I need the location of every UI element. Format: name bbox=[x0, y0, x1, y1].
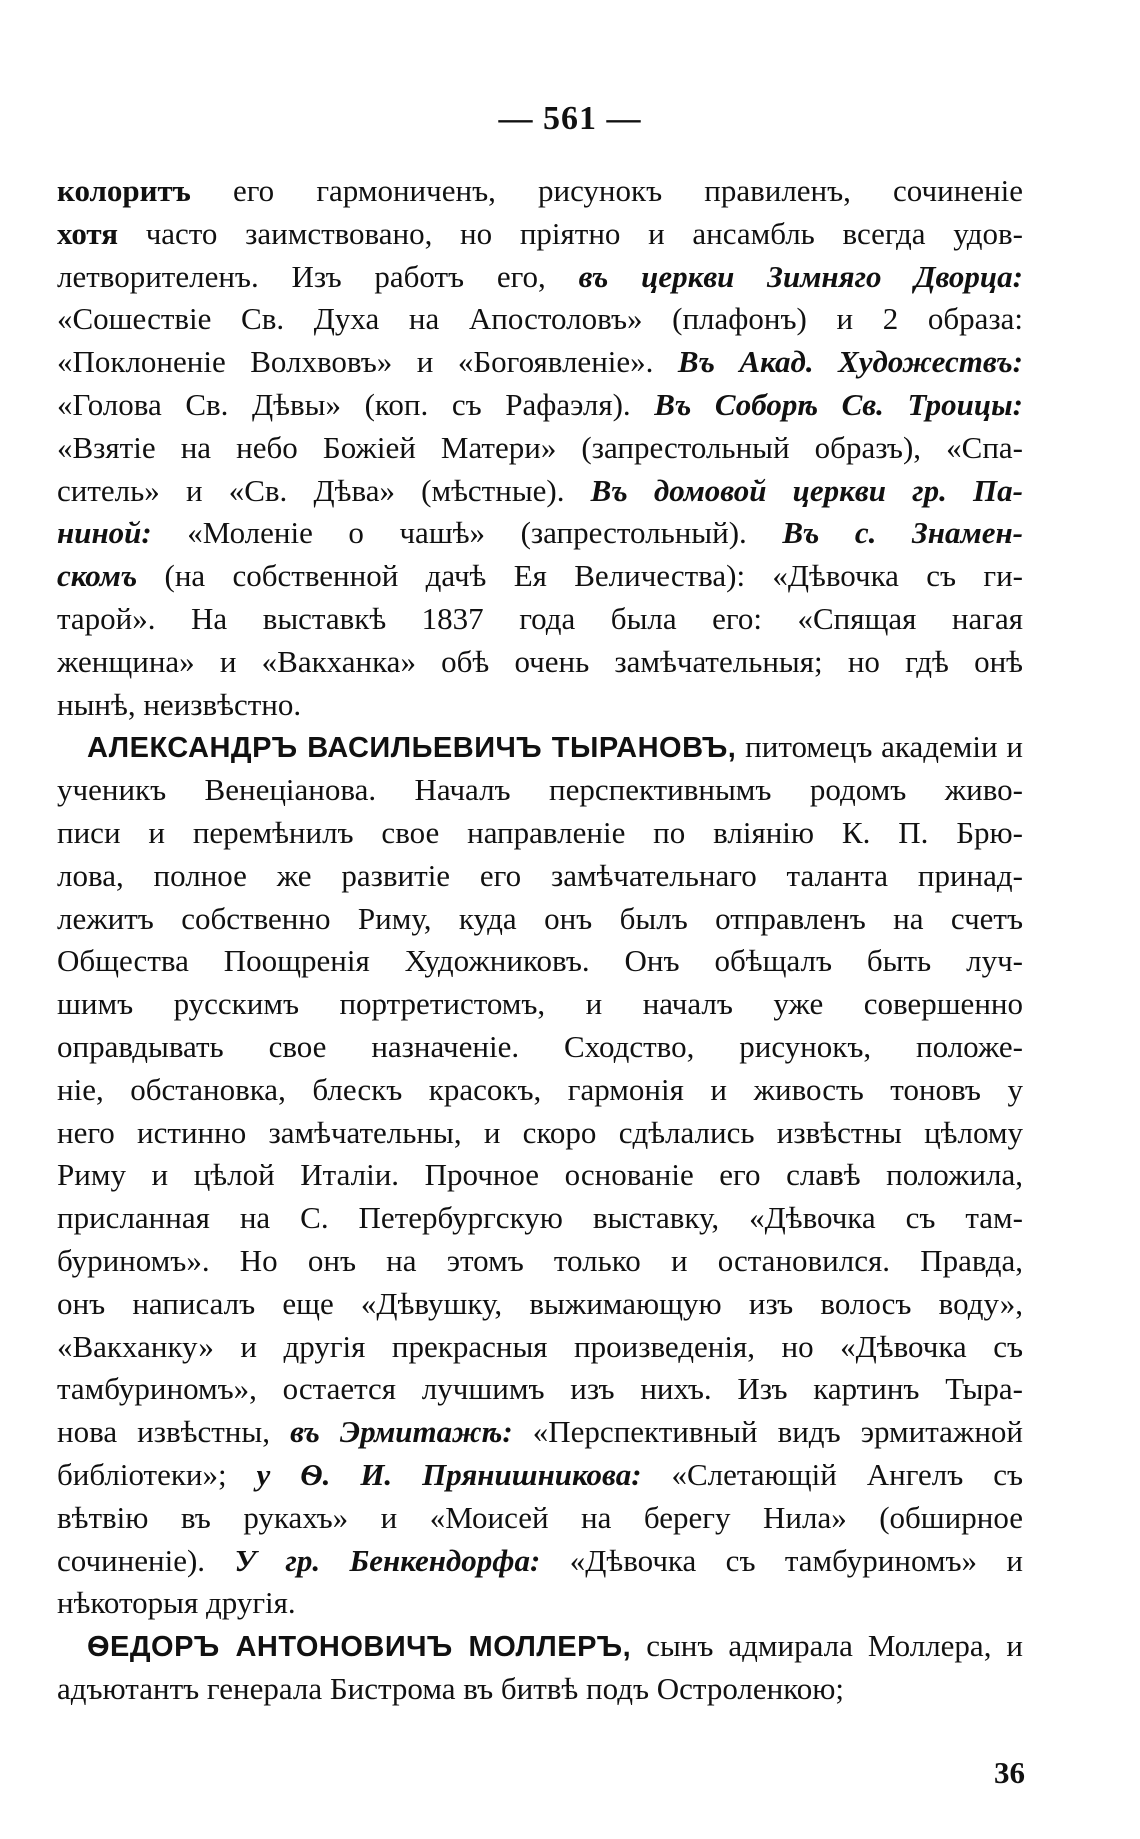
text-run: «Перспективный видъ эрмитажной bbox=[512, 1414, 1023, 1450]
text-run: «Голова Св. Дѣвы» (коп. съ Рафаэля). bbox=[57, 386, 655, 422]
text-run: его гармониченъ, рисунокъ правиленъ, сочиненіе bbox=[190, 173, 1023, 208]
text-line bbox=[57, 1326, 1023, 1369]
text-line bbox=[57, 1454, 1023, 1497]
text-line bbox=[57, 1497, 1023, 1540]
text-line bbox=[57, 1368, 1023, 1411]
text-run: летворителенъ. Изъ работъ его, bbox=[57, 258, 579, 294]
page-number: — 561 — bbox=[498, 100, 642, 137]
text-line bbox=[57, 1411, 1023, 1454]
text-run: часто заимствовано, но пріятно и ансамбль всегда удов- bbox=[118, 215, 1023, 251]
text-run: Въ Акад. Художествъ: bbox=[677, 344, 1023, 380]
text-line bbox=[57, 769, 1023, 812]
text-run: въ Эрмитажѣ: bbox=[290, 1414, 513, 1450]
text-line bbox=[57, 641, 1023, 684]
body-text bbox=[57, 170, 1023, 1711]
text-run: хотя bbox=[57, 215, 119, 251]
text-line bbox=[57, 684, 1023, 727]
text-line bbox=[57, 341, 1023, 384]
text-run: «Вакханку» и другія прекрасныя произведенія, но «Дѣвочка съ bbox=[57, 1328, 1023, 1364]
text-line bbox=[57, 427, 1023, 470]
text-run: нынѣ, неизвѣстно. bbox=[57, 686, 302, 722]
text-run: ученикъ Венеціанова. Началъ перспективнымъ родомъ живо- bbox=[57, 772, 1023, 808]
text-run: тамбуриномъ», остается лучшимъ изъ нихъ. Изъ картинъ Тыра- bbox=[57, 1371, 1023, 1407]
text-run: лежитъ собственно Риму, куда онъ былъ отправленъ на счетъ bbox=[57, 900, 1023, 936]
text-run: ниной: bbox=[57, 515, 152, 551]
text-line bbox=[57, 1283, 1023, 1326]
text-line bbox=[57, 726, 1023, 769]
text-run: лова, полное же развитіе его замѣчательнаго таланта принад- bbox=[57, 857, 1023, 893]
text-line bbox=[57, 1112, 1023, 1155]
text-run: вѣтвію въ рукахъ» и «Моисей на берегу Нила» (обширное bbox=[57, 1499, 1023, 1535]
text-run: сочиненіе). bbox=[57, 1542, 235, 1578]
text-run: «Дѣвочка съ тамбуриномъ» и bbox=[540, 1542, 1023, 1578]
text-run: У гр. Бенкендорфа: bbox=[234, 1542, 541, 1578]
text-line bbox=[57, 1240, 1023, 1283]
text-run: нова извѣстны, bbox=[57, 1414, 291, 1450]
text-line bbox=[57, 1668, 1023, 1711]
text-run: него истинно замѣчательны, и скоро сдѣлались извѣстны цѣлому bbox=[57, 1114, 1023, 1150]
artist-name: АЛЕКСАНДРЪ ВАСИЛЬЕВИЧЪ ТЫРАНОВЪ, bbox=[87, 732, 737, 765]
text-run: скомъ bbox=[57, 558, 138, 594]
text-line bbox=[57, 470, 1023, 513]
text-line bbox=[57, 555, 1023, 598]
signature-mark: 36 bbox=[994, 1755, 1025, 1790]
text-line bbox=[57, 170, 1023, 213]
text-line bbox=[57, 983, 1023, 1026]
text-line bbox=[57, 1026, 1023, 1069]
text-line bbox=[57, 1625, 1023, 1668]
text-run: тарой». На выставкѣ 1837 года была его: «Спящая нагая bbox=[57, 600, 1023, 636]
text-line bbox=[57, 384, 1023, 427]
text-run: «Слетающій Ангелъ съ bbox=[641, 1456, 1023, 1492]
text-run: оправдывать свое назначеніе. Сходство, рисунокъ, положе- bbox=[57, 1028, 1023, 1064]
text-line bbox=[57, 1582, 1023, 1625]
text-run: писи и перемѣнилъ свое направленіе по вліянію К. П. Брю- bbox=[57, 814, 1023, 850]
text-run: шимъ русскимъ портретистомъ, и началъ уже совершенно bbox=[57, 986, 1023, 1022]
text-run: онъ написалъ еще «Дѣвушку, выжимающую изъ волосъ воду», bbox=[57, 1285, 1023, 1321]
text-run: Въ Соборѣ Св. Троицы: bbox=[654, 386, 1023, 422]
text-run: питомецъ академіи и bbox=[736, 729, 1023, 765]
text-run: у Ѳ. И. Прянишникова: bbox=[256, 1456, 642, 1492]
text-run: «Поклоненіе Волхвовъ» и «Богоявленіе». bbox=[57, 344, 678, 380]
text-line bbox=[57, 1197, 1023, 1240]
text-line bbox=[57, 213, 1023, 256]
text-line bbox=[57, 256, 1023, 299]
text-run: «Моленіе о чашѣ» (запрестольный). bbox=[151, 515, 783, 551]
text-run: Въ с. Знамен- bbox=[782, 515, 1023, 551]
text-line bbox=[57, 940, 1023, 983]
text-line bbox=[57, 812, 1023, 855]
text-line bbox=[57, 855, 1023, 898]
text-run: присланная на С. Петербургскую выставку, «Дѣвочка съ там- bbox=[57, 1200, 1023, 1236]
text-line bbox=[57, 1154, 1023, 1197]
text-run: адъютантъ генерала Бистрома въ битвѣ подъ Остроленкою; bbox=[57, 1670, 845, 1706]
text-run: сынъ адмирала Моллера, и bbox=[631, 1628, 1023, 1664]
text-run: Въ домовой церкви гр. Па- bbox=[590, 472, 1023, 508]
text-run: колоритъ bbox=[57, 173, 191, 208]
text-run: (на собственной дачѣ Ея Величества): «Дѣвочка съ ги- bbox=[137, 558, 1023, 594]
text-run: Риму и цѣлой Италіи. Прочное основаніе его славѣ положила, bbox=[57, 1157, 1023, 1193]
text-run: нѣкоторыя другія. bbox=[57, 1585, 296, 1621]
text-line bbox=[57, 1540, 1023, 1583]
text-line bbox=[57, 512, 1023, 555]
text-run: буриномъ». Но онъ на этомъ только и остановился. Правда, bbox=[57, 1242, 1023, 1278]
text-run: «Сошествіе Св. Духа на Апостоловъ» (плафонъ) и 2 образа: bbox=[57, 301, 1023, 337]
text-run: «Взятіе на небо Божіей Матери» (запрестольный образъ), «Спа- bbox=[57, 429, 1023, 465]
text-run: Общества Поощренія Художниковъ. Онъ обѣщалъ быть луч- bbox=[57, 943, 1023, 979]
text-run: ніе, обстановка, блескъ красокъ, гармонія и живость тоновъ у bbox=[57, 1071, 1023, 1107]
text-line bbox=[57, 298, 1023, 341]
text-run: библіотеки»; bbox=[57, 1456, 257, 1492]
artist-name: ѲЕДОРЪ АНТОНОВИЧЪ МОЛЛЕРЪ, bbox=[87, 1631, 632, 1664]
text-run: женщина» и «Вакханка» обѣ очень замѣчательныя; но гдѣ онѣ bbox=[57, 643, 1023, 679]
text-line bbox=[57, 598, 1023, 641]
text-run: ситель» и «Св. Дѣва» (мѣстные). bbox=[57, 472, 591, 508]
text-run: въ церкви Зимняго Дворца: bbox=[578, 258, 1023, 294]
text-line bbox=[57, 898, 1023, 941]
text-line bbox=[57, 1069, 1023, 1112]
